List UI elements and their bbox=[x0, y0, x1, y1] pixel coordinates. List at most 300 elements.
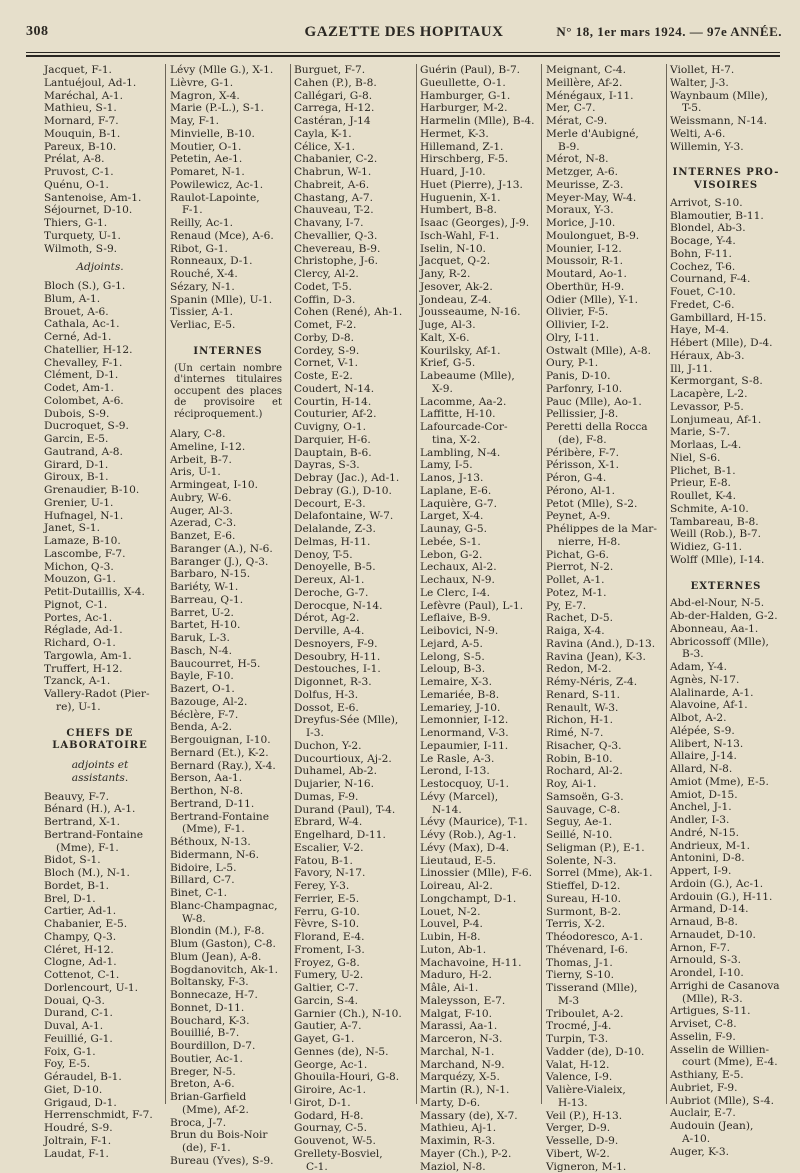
list-entry: Amiot (Mme), E-5. bbox=[670, 776, 782, 789]
list-entry: A-10. bbox=[670, 1133, 782, 1146]
list-entry: (Mme), F-1. bbox=[44, 842, 156, 855]
list-entry: Roullet, K-4. bbox=[670, 490, 782, 503]
list-entry: Gournay, C-5. bbox=[294, 1122, 412, 1135]
list-entry: Bouillié, B-7. bbox=[170, 1027, 286, 1040]
header-rule-thick bbox=[26, 55, 780, 57]
list-entry: Lévy (Rob.), Ag-1. bbox=[420, 829, 538, 842]
list-entry: Bariéty, W-1. bbox=[170, 581, 286, 594]
list-entry: Fumery, U-2. bbox=[294, 969, 412, 982]
list-entry: Chabreit, A-6. bbox=[294, 179, 412, 192]
list-entry: Tissier, A-1. bbox=[170, 306, 286, 319]
list-entry: Delalande, Z-3. bbox=[294, 523, 412, 536]
list-entry: F-1. bbox=[170, 204, 286, 217]
list-entry: Basch, N-4. bbox=[170, 645, 286, 658]
list-entry: (Mme), Af-2. bbox=[170, 1104, 286, 1117]
list-entry: Merle d'Aubigné, bbox=[546, 128, 662, 141]
list-entry: Prieur, E-8. bbox=[670, 477, 782, 490]
list-entry: Hamburger, G-1. bbox=[420, 90, 538, 103]
list-entry: Derocque, N-14. bbox=[294, 600, 412, 613]
list-entry: Mérot, N-8. bbox=[546, 153, 662, 166]
list-entry: Ollivier, I-2. bbox=[546, 319, 662, 332]
list-entry: Engelhard, D-11. bbox=[294, 829, 412, 842]
list-entry: Asselin de Willien- bbox=[670, 1044, 782, 1057]
list-entry: Périsson, X-1. bbox=[546, 459, 662, 472]
list-entry: Auger, K-3. bbox=[670, 1146, 782, 1159]
list-entry: Joltrain, F-1. bbox=[44, 1135, 156, 1148]
list-entry: Verger, D-9. bbox=[546, 1122, 662, 1135]
list-entry: Barreau, Q-1. bbox=[170, 594, 286, 607]
list-entry: Lejard, A-5. bbox=[420, 638, 538, 651]
list-entry: Baranger (A.), N-6. bbox=[170, 543, 286, 556]
list-entry: Alavoine, Af-1. bbox=[670, 699, 782, 712]
list-entry: Froment, I-3. bbox=[294, 944, 412, 957]
list-entry: Rouché, X-4. bbox=[170, 268, 286, 281]
list-entry: Bonnecaze, H-7. bbox=[170, 989, 286, 1002]
list-entry: Cournand, F-4. bbox=[670, 273, 782, 286]
list-entry: Albot, A-2. bbox=[670, 712, 782, 725]
list-entry: Sureau, H-10. bbox=[546, 893, 662, 906]
list-entry: Cathala, Ac-1. bbox=[44, 318, 156, 331]
list-entry: Lestocquoy, U-1. bbox=[420, 778, 538, 791]
list-entry: Petetin, Ae-1. bbox=[170, 153, 286, 166]
list-entry: Vesselle, D-9. bbox=[546, 1135, 662, 1148]
list-entry: Escalier, V-2. bbox=[294, 842, 412, 855]
list-entry: Chabanier, C-2. bbox=[294, 153, 412, 166]
list-entry: Juge, Al-3. bbox=[420, 319, 538, 332]
list-entry: Spanin (Mlle), U-1. bbox=[170, 294, 286, 307]
page-number: 308 bbox=[26, 24, 49, 40]
column-3 bbox=[294, 64, 412, 1114]
list-entry: Denoyelle, B-5. bbox=[294, 561, 412, 574]
list-entry: Giroire, Ac-1. bbox=[294, 1084, 412, 1097]
list-entry: N-14. bbox=[420, 804, 538, 817]
list-entry: Marie (P.-L.), S-1. bbox=[170, 102, 286, 115]
list-entry: Abd-el-Nour, N-5. bbox=[670, 597, 782, 610]
list-entry: Alary, C-8. bbox=[170, 428, 286, 441]
list-entry: Appert, I-9. bbox=[670, 865, 782, 878]
list-entry: Artigues, S-11. bbox=[670, 1005, 782, 1018]
list-entry: Viollet, H-7. bbox=[670, 64, 782, 77]
list-entry: Herrenschmidt, F-7. bbox=[44, 1109, 156, 1122]
list-entry: Bazert, O-1. bbox=[170, 683, 286, 696]
list-entry: Colombet, A-6. bbox=[44, 395, 156, 408]
list-entry: Froyez, G-8. bbox=[294, 957, 412, 970]
section-heading: INTERNES PRO-VISOIRES bbox=[670, 167, 782, 193]
list-entry: Callégari, G-8. bbox=[294, 90, 412, 103]
list-entry: Abricossoff (Mlle), bbox=[670, 636, 782, 649]
list-entry: Ebrard, W-4. bbox=[294, 816, 412, 829]
list-entry: Arondel, I-10. bbox=[670, 967, 782, 980]
list-entry: Carrega, H-12. bbox=[294, 102, 412, 115]
list-entry: Cléret, H-12. bbox=[44, 944, 156, 957]
list-entry: Fèvre, S-10. bbox=[294, 918, 412, 931]
list-entry: Lelong, S-5. bbox=[420, 651, 538, 664]
list-entry: Debray (Jac.), Ad-1. bbox=[294, 472, 412, 485]
list-entry: Arnaudet, D-10. bbox=[670, 929, 782, 942]
list-entry: Mouquin, B-1. bbox=[44, 128, 156, 141]
column-2 bbox=[170, 64, 286, 1114]
list-entry: Pollet, A-1. bbox=[546, 574, 662, 587]
list-entry: Marquézy, X-5. bbox=[420, 1071, 538, 1084]
list-entry: I-3. bbox=[294, 727, 412, 740]
list-entry: Cornet, V-1. bbox=[294, 357, 412, 370]
list-entry: Veil (P.), H-13. bbox=[546, 1110, 662, 1123]
list-entry: Turpin, T-3. bbox=[546, 1033, 662, 1046]
list-entry: Martin (R.), N-1. bbox=[420, 1084, 538, 1097]
list-entry: Brouet, A-6. bbox=[44, 306, 156, 319]
list-entry: Audouin (Jean), bbox=[670, 1120, 782, 1133]
list-entry: nierre, H-8. bbox=[546, 536, 662, 549]
list-entry: Maréchal, A-1. bbox=[44, 90, 156, 103]
list-entry: Roy, Ai-1. bbox=[546, 778, 662, 791]
list-entry: Antonini, D-8. bbox=[670, 852, 782, 865]
list-entry: Banzet, E-6. bbox=[170, 530, 286, 543]
list-entry: Mounier, I-12. bbox=[546, 243, 662, 256]
list-entry: Raulot-Lapointe, bbox=[170, 192, 286, 205]
list-entry: Odier (Mlle), Y-1. bbox=[546, 294, 662, 307]
list-entry: Cohen (René), Ah-1. bbox=[294, 306, 412, 319]
list-entry: Louvel, P-4. bbox=[420, 918, 538, 931]
list-entry: Aubriet, F-9. bbox=[670, 1082, 782, 1095]
list-entry: Baruk, L-3. bbox=[170, 632, 286, 645]
list-entry: Girot, D-1. bbox=[294, 1097, 412, 1110]
list-entry: Lemonnier, I-12. bbox=[420, 714, 538, 727]
list-entry: Machavoine, H-11. bbox=[420, 957, 538, 970]
list-entry: Risacher, Q-3. bbox=[546, 740, 662, 753]
list-entry: Maduro, H-2. bbox=[420, 969, 538, 982]
list-entry: Bertrand, D-11. bbox=[170, 798, 286, 811]
list-entry: Derville, A-4. bbox=[294, 625, 412, 638]
list-entry: Marassi, Aa-1. bbox=[420, 1020, 538, 1033]
column-divider bbox=[165, 64, 166, 1104]
list-entry: Le Clerc, I-4. bbox=[420, 587, 538, 600]
list-entry: Lenormand, V-3. bbox=[420, 727, 538, 740]
list-entry: Lévy (Marcel), bbox=[420, 791, 538, 804]
list-entry: Arrivot, S-10. bbox=[670, 197, 782, 210]
list-entry: B-9. bbox=[546, 141, 662, 154]
list-entry: Bloch (M.), N-1. bbox=[44, 867, 156, 880]
list-entry: Jondeau, Z-4. bbox=[420, 294, 538, 307]
list-entry: Lieutaud, E-5. bbox=[420, 855, 538, 868]
column-5 bbox=[546, 64, 662, 1114]
list-entry: Géraudel, B-1. bbox=[44, 1071, 156, 1084]
list-entry: Dérot, Ag-2. bbox=[294, 612, 412, 625]
list-entry: Aubry, W-6. bbox=[170, 492, 286, 505]
list-entry: Durand (Paul), T-4. bbox=[294, 804, 412, 817]
list-entry: Grigaud, D-1. bbox=[44, 1097, 156, 1110]
list-entry: Cayla, K-1. bbox=[294, 128, 412, 141]
list-entry: Morlaas, L-4. bbox=[670, 439, 782, 452]
list-entry: Lemaire, X-3. bbox=[420, 676, 538, 689]
list-entry: Azerad, C-3. bbox=[170, 517, 286, 530]
list-entry: Barbaro, N-15. bbox=[170, 568, 286, 581]
list-entry: Laplane, E-6. bbox=[420, 485, 538, 498]
list-entry: Renaud (Mce), A-6. bbox=[170, 230, 286, 243]
list-entry: Wolff (Mlle), I-14. bbox=[670, 554, 782, 567]
list-entry: Allaire, J-14. bbox=[670, 750, 782, 763]
list-entry: Levassor, P-5. bbox=[670, 401, 782, 414]
list-entry: Courtin, H-14. bbox=[294, 396, 412, 409]
list-entry: court (Mme), E-4. bbox=[670, 1056, 782, 1069]
list-entry: Lévy (Mlle G.), X-1. bbox=[170, 64, 286, 77]
list-entry: Fatou, B-1. bbox=[294, 855, 412, 868]
list-entry: Gouvenot, W-5. bbox=[294, 1135, 412, 1148]
list-entry: Robin, B-10. bbox=[546, 753, 662, 766]
list-entry: Lascombe, F-7. bbox=[44, 548, 156, 561]
section-note: (Un certain nombre d'internes titulaires occupent des places de provisoire et réciproquement.) bbox=[174, 363, 282, 421]
list-entry: Péron, G-4. bbox=[546, 472, 662, 485]
list-entry: Gambillard, H-15. bbox=[670, 312, 782, 325]
list-entry: Luton, Ab-1. bbox=[420, 944, 538, 957]
list-entry: Armand, D-14. bbox=[670, 903, 782, 916]
list-entry: Cahen (P.), B-8. bbox=[294, 77, 412, 90]
list-entry: Dreyfus-Sée (Mlle), bbox=[294, 714, 412, 727]
list-entry: Codet, T-5. bbox=[294, 281, 412, 294]
list-entry: Kermorgant, S-8. bbox=[670, 375, 782, 388]
list-entry: Girard, D-1. bbox=[44, 459, 156, 472]
subsection-heading: Adjoints. bbox=[44, 261, 156, 274]
list-entry: Cerné, Ad-1. bbox=[44, 331, 156, 344]
list-entry: Samsoën, G-3. bbox=[546, 791, 662, 804]
list-entry: Giroux, B-1. bbox=[44, 471, 156, 484]
list-entry: Parfonry, I-10. bbox=[546, 383, 662, 396]
list-entry: Chabrun, W-1. bbox=[294, 166, 412, 179]
list-entry: Janet, S-1. bbox=[44, 522, 156, 535]
list-entry: Lebée, S-1. bbox=[420, 536, 538, 549]
list-entry: Lebon, G-2. bbox=[420, 549, 538, 562]
list-entry: Auclair, E-7. bbox=[670, 1107, 782, 1120]
list-entry: Christophe, J-6. bbox=[294, 255, 412, 268]
list-entry: Mornard, F-7. bbox=[44, 115, 156, 128]
list-entry: Castéran, J-14 bbox=[294, 115, 412, 128]
section-heading: CHEFS DE LABORATOIRE bbox=[44, 728, 156, 754]
list-entry: Powilewicz, Ac-1. bbox=[170, 179, 286, 192]
list-entry: Marie, S-7. bbox=[670, 426, 782, 439]
list-entry: Adam, Y-4. bbox=[670, 661, 782, 674]
list-entry: Peynet, A-9. bbox=[546, 510, 662, 523]
list-entry: Deroche, G-7. bbox=[294, 587, 412, 600]
list-entry: Malgat, F-10. bbox=[420, 1008, 538, 1021]
list-entry: Couturier, Af-2. bbox=[294, 408, 412, 421]
list-entry: Comet, F-2. bbox=[294, 319, 412, 332]
list-entry: (de), F-8. bbox=[546, 434, 662, 447]
list-entry: Renard, S-11. bbox=[546, 689, 662, 702]
list-entry: Seguy, Ae-1. bbox=[546, 816, 662, 829]
list-entry: Grellety-Bosviel, bbox=[294, 1148, 412, 1161]
list-entry: Hébert (Mlle), D-4. bbox=[670, 337, 782, 350]
list-entry: Boltansky, F-3. bbox=[170, 976, 286, 989]
list-entry: Dorlencourt, U-1. bbox=[44, 982, 156, 995]
list-entry: Meyer-May, W-4. bbox=[546, 192, 662, 205]
list-entry: Prélat, A-8. bbox=[44, 153, 156, 166]
list-entry: Andrieux, M-1. bbox=[670, 840, 782, 853]
list-entry: Valat, H-12. bbox=[546, 1059, 662, 1072]
list-entry: Kalt, X-6. bbox=[420, 332, 538, 345]
list-entry: Lamaze, B-10. bbox=[44, 535, 156, 548]
list-entry: Mathieu, S-1. bbox=[44, 102, 156, 115]
list-entry: Cartier, Ad-1. bbox=[44, 905, 156, 918]
list-entry: Cochez, T-6. bbox=[670, 261, 782, 274]
list-entry: Decourt, E-3. bbox=[294, 498, 412, 511]
list-entry: Péribère, F-7. bbox=[546, 447, 662, 460]
list-entry: Béthoux, N-13. bbox=[170, 836, 286, 849]
list-entry: Marchand, N-9. bbox=[420, 1059, 538, 1072]
list-entry: Duhamel, Ab-2. bbox=[294, 765, 412, 778]
list-entry: Leloup, B-3. bbox=[420, 663, 538, 676]
list-entry: Haye, M-4. bbox=[670, 324, 782, 337]
list-entry: Hermet, K-3. bbox=[420, 128, 538, 141]
list-entry: Magron, X-4. bbox=[170, 90, 286, 103]
list-entry: Niel, S-6. bbox=[670, 452, 782, 465]
list-entry: Lafourcade-Cor- bbox=[420, 421, 538, 434]
list-entry: Mérat, C-9. bbox=[546, 115, 662, 128]
list-entry: Coffin, D-3. bbox=[294, 294, 412, 307]
list-entry: Amiot, D-15. bbox=[670, 789, 782, 802]
list-entry: Baucourret, H-5. bbox=[170, 658, 286, 671]
list-entry: Moutier, O-1. bbox=[170, 141, 286, 154]
list-entry: Dossot, E-6. bbox=[294, 702, 412, 715]
list-entry: Duval, A-1. bbox=[44, 1020, 156, 1033]
list-entry: Agnès, N-17. bbox=[670, 674, 782, 687]
list-entry: Solente, N-3. bbox=[546, 855, 662, 868]
list-entry: Rémy-Néris, Z-4. bbox=[546, 676, 662, 689]
list-entry: Isch-Wahl, F-1. bbox=[420, 230, 538, 243]
list-entry: Laffitte, H-10. bbox=[420, 408, 538, 421]
list-entry: Pignot, C-1. bbox=[44, 599, 156, 612]
list-entry: Dayras, S-3. bbox=[294, 459, 412, 472]
list-entry: Moraux, Y-3. bbox=[546, 204, 662, 217]
list-entry: Lemariée, B-8. bbox=[420, 689, 538, 702]
list-entry: Fouet, C-10. bbox=[670, 286, 782, 299]
list-entry: Valence, I-9. bbox=[546, 1071, 662, 1084]
list-entry: Triboulet, A-2. bbox=[546, 1008, 662, 1021]
list-entry: Hufnagel, N-1. bbox=[44, 510, 156, 523]
list-entry: Dumas, F-9. bbox=[294, 791, 412, 804]
list-entry: Garcin, E-5. bbox=[44, 433, 156, 446]
list-entry: Linossier (Mlle), F-6. bbox=[420, 867, 538, 880]
column-divider bbox=[290, 64, 291, 1104]
list-entry: Bidermann, N-6. bbox=[170, 849, 286, 862]
list-entry: Lanos, J-13. bbox=[420, 472, 538, 485]
list-entry: Foix, G-1. bbox=[44, 1046, 156, 1059]
list-entry: Jany, R-2. bbox=[420, 268, 538, 281]
list-entry: Richard, O-1. bbox=[44, 637, 156, 650]
list-entry: Stieffel, D-12. bbox=[546, 880, 662, 893]
list-entry: Schmite, A-10. bbox=[670, 503, 782, 516]
list-entry: Blum, A-1. bbox=[44, 293, 156, 306]
list-entry: Laquière, G-7. bbox=[420, 498, 538, 511]
list-entry: Pérono, Al-1. bbox=[546, 485, 662, 498]
list-entry: Bertrand, X-1. bbox=[44, 816, 156, 829]
list-entry: Plichet, B-1. bbox=[670, 465, 782, 478]
list-entry: Thomas, J-1. bbox=[546, 957, 662, 970]
list-entry: Chastang, A-7. bbox=[294, 192, 412, 205]
list-entry: Vibert, W-2. bbox=[546, 1148, 662, 1161]
list-entry: Brel, D-1. bbox=[44, 893, 156, 906]
list-entry: Bernard (Et.), K-2. bbox=[170, 747, 286, 760]
list-entry: Jesover, Ak-2. bbox=[420, 281, 538, 294]
list-entry: Chavany, I-7. bbox=[294, 217, 412, 230]
list-entry: Héraux, Ab-3. bbox=[670, 350, 782, 363]
list-entry: May, F-1. bbox=[170, 115, 286, 128]
list-entry: Alibert, N-13. bbox=[670, 738, 782, 751]
list-entry: Delafontaine, W-7. bbox=[294, 510, 412, 523]
list-entry: Sauvage, C-8. bbox=[546, 804, 662, 817]
column-4 bbox=[420, 64, 538, 1114]
list-entry: Tisserand (Mlle), bbox=[546, 982, 662, 995]
list-entry: Moulonguet, B-9. bbox=[546, 230, 662, 243]
list-entry: Jacquet, Q-2. bbox=[420, 255, 538, 268]
list-entry: Grenier, U-1. bbox=[44, 497, 156, 510]
list-entry: Ravina (Jean), K-3. bbox=[546, 651, 662, 664]
list-entry: Meurisse, Z-3. bbox=[546, 179, 662, 192]
list-entry: Benda, A-2. bbox=[170, 721, 286, 734]
list-entry: Renault, W-3. bbox=[546, 702, 662, 715]
list-entry: Lechaux, N-9. bbox=[420, 574, 538, 587]
list-entry: Chevereau, B-9. bbox=[294, 243, 412, 256]
list-entry: Cuvigny, O-1. bbox=[294, 421, 412, 434]
list-entry: Clogne, Ad-1. bbox=[44, 956, 156, 969]
list-entry: Maziol, N-8. bbox=[420, 1161, 538, 1173]
list-entry: Massary (de), X-7. bbox=[420, 1110, 538, 1123]
list-entry: Arnaud, B-8. bbox=[670, 916, 782, 929]
list-entry: Huet (Pierre), J-13. bbox=[420, 179, 538, 192]
list-entry: Giet, D-10. bbox=[44, 1084, 156, 1097]
list-entry: Ribot, G-1. bbox=[170, 243, 286, 256]
list-entry: Billard, C-7. bbox=[170, 874, 286, 887]
list-entry: Moutard, Ao-1. bbox=[546, 268, 662, 281]
list-entry: Marchal, N-1. bbox=[420, 1046, 538, 1059]
list-entry: Godard, H-8. bbox=[294, 1110, 412, 1123]
list-entry: Cordey, S-9. bbox=[294, 345, 412, 358]
list-entry: re), U-1. bbox=[44, 701, 156, 714]
list-entry: Santenoise, Am-1. bbox=[44, 192, 156, 205]
list-entry: Rochard, Al-2. bbox=[546, 765, 662, 778]
list-entry: Mouzon, G-1. bbox=[44, 573, 156, 586]
list-entry: Phélippes de la Mar- bbox=[546, 523, 662, 536]
list-entry: Oberthür, H-9. bbox=[546, 281, 662, 294]
list-entry: Anchel, J-1. bbox=[670, 801, 782, 814]
list-entry: Durand, C-1. bbox=[44, 1007, 156, 1020]
list-entry: Clément, D-1. bbox=[44, 369, 156, 382]
list-entry: Lechaux, Al-2. bbox=[420, 561, 538, 574]
column-divider bbox=[666, 64, 667, 1104]
list-entry: Bidot, S-1. bbox=[44, 854, 156, 867]
list-entry: Blondin (M.), F-8. bbox=[170, 925, 286, 938]
list-entry: Richon, H-1. bbox=[546, 714, 662, 727]
list-entry: Gayet, G-1. bbox=[294, 1033, 412, 1046]
list-entry: Lévy (Max), D-4. bbox=[420, 842, 538, 855]
list-entry: Bouchard, K-3. bbox=[170, 1015, 286, 1028]
list-entry: Seillé, N-10. bbox=[546, 829, 662, 842]
list-entry: Bartet, H-10. bbox=[170, 619, 286, 632]
list-entry: Bloch (S.), G-1. bbox=[44, 280, 156, 293]
list-entry: Arrighi de Casanova bbox=[670, 980, 782, 993]
list-entry: Loireau, Al-2. bbox=[420, 880, 538, 893]
section-heading: INTERNES bbox=[170, 346, 286, 359]
list-entry: Bordet, B-1. bbox=[44, 880, 156, 893]
list-entry: Codet, Am-1. bbox=[44, 382, 156, 395]
list-entry: Bureau (Yves), S-9. bbox=[170, 1155, 286, 1168]
list-entry: Corby, D-8. bbox=[294, 332, 412, 345]
list-entry: Petit-Dutaillis, X-4. bbox=[44, 586, 156, 599]
list-entry: Raiga, X-4. bbox=[546, 625, 662, 638]
list-entry: Ardoin (G.), Ac-1. bbox=[670, 878, 782, 891]
list-entry: Baranger (J.), Q-3. bbox=[170, 556, 286, 569]
list-entry: Terris, X-2. bbox=[546, 918, 662, 931]
list-entry: Willemin, Y-3. bbox=[670, 141, 782, 154]
list-entry: Hirschberg, F-5. bbox=[420, 153, 538, 166]
